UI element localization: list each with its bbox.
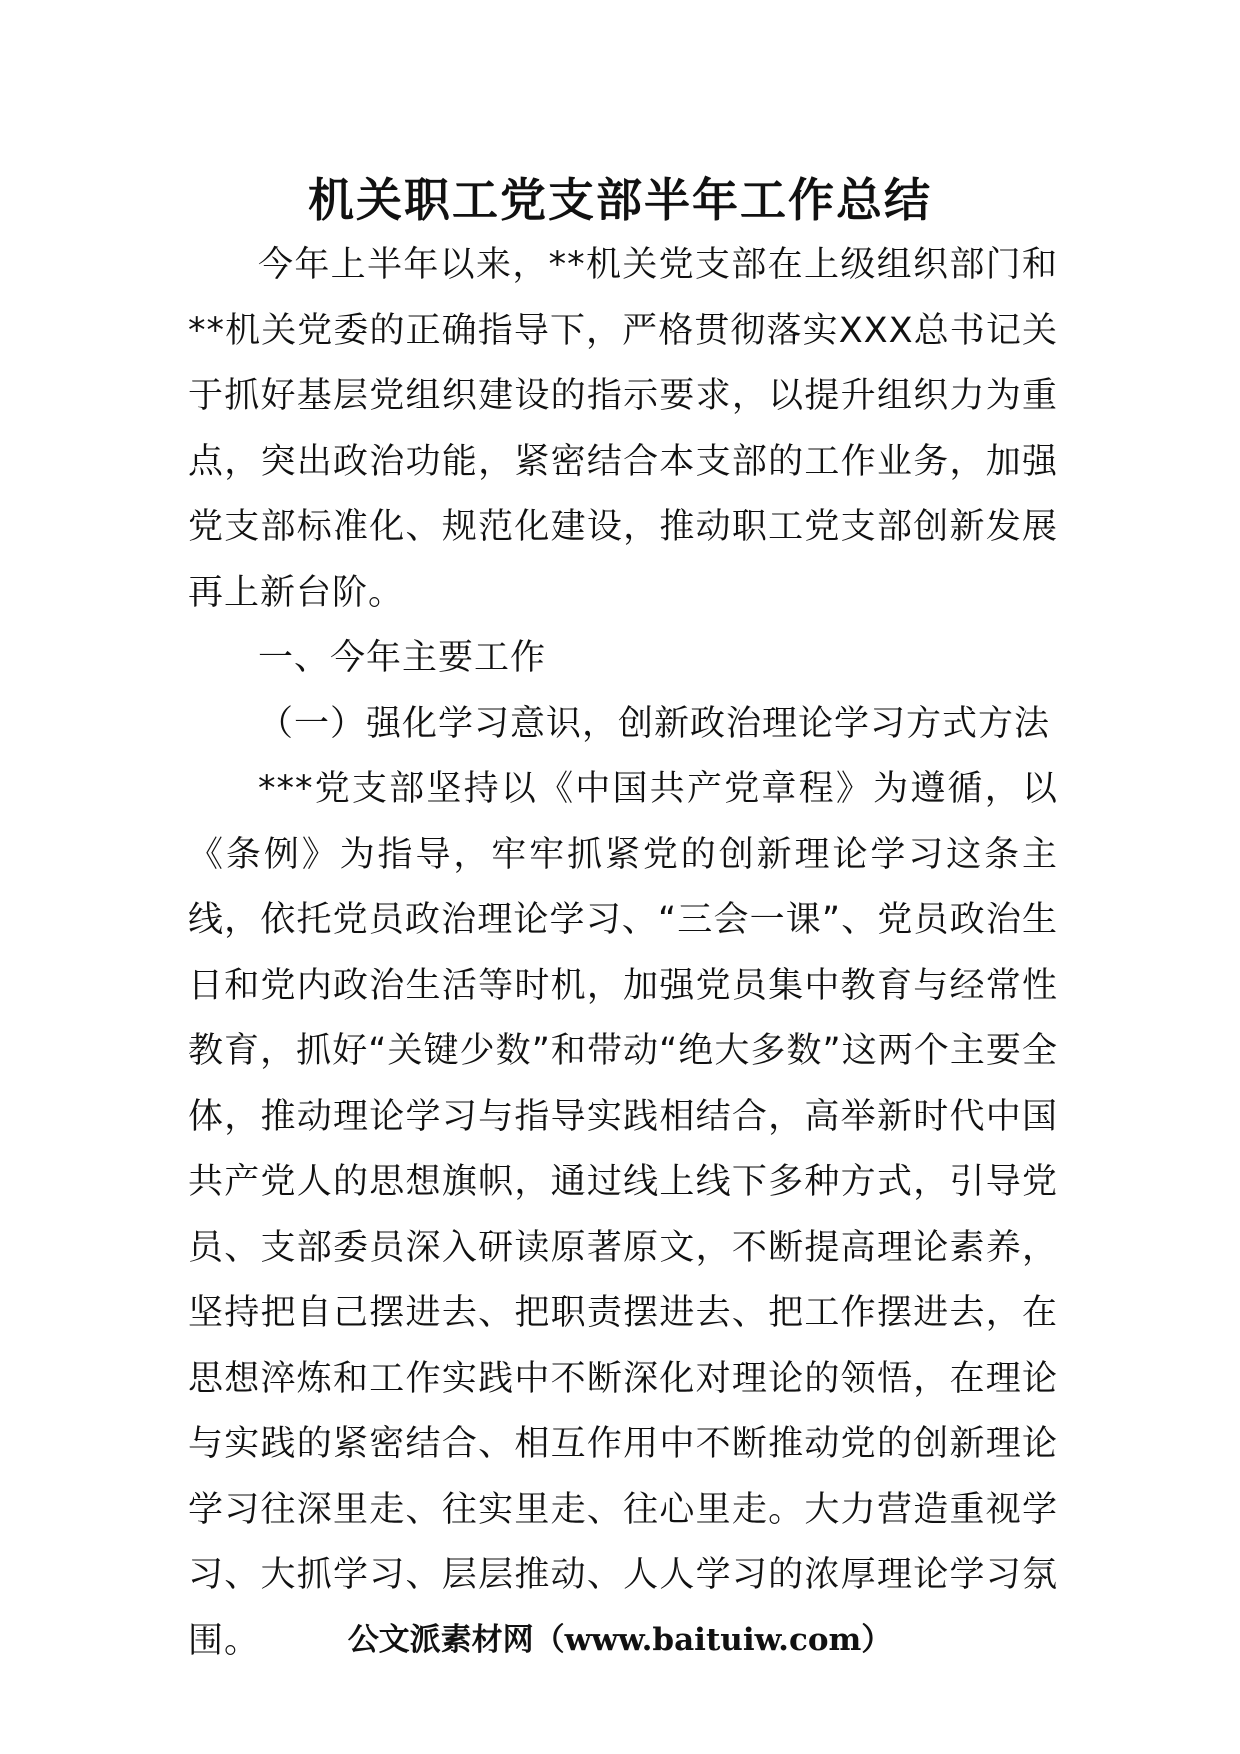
body-paragraph: ***党支部坚持以《中国共产党章程》为遵循，以《条例》为指导，牢牢抓紧党的创新理论学习这条主线，依托党员政治理论学习、“三会一课”、党员政治生日和党内政治生活等时机，加强党员集中教育与经常性教育，抓好“关键少数”和带动“绝大多数”这两个主要全体，推动理论学习与指导实践相结合，高举新时代中国共产党人的思想旗帜，通过线上线下多种方式，引导党员、支部委员深入研读原著原文，不断提高理论素养，坚持把自己摆进去、把职责摆进去、把工作摆进去，在思想淬炼和工作实践中不断深化对理论的领悟，在理论与实践的紧密结合、相互作用中不断推动党的创新理论学习往深里走、往实里走、往心里走。大力营造重视学习、大抓学习、层层推动、人人学习的浓厚理论学习氛围。 xyxy=(188,769,1058,1661)
footer-watermark: 公文派素材网（www.baituiw.com） xyxy=(347,1622,893,1658)
subsection-heading: （一）强化学习意识，创新政治理论学习方式方法 xyxy=(258,703,1051,744)
intro-paragraph: 今年上半年以来，**机关党支部在上级组织部门和**机关党委的正确指导下，严格贯彻落实XXX总书记关于抓好基层党组织建设的指示要求，以提升组织力为重点，突出政治功能，紧密结合本支部的工作业务，加强党支部标准化、规范化建设，推动职工党支部创新发展再上新台阶。 xyxy=(188,245,1058,613)
document-title: 机关职工党支部半年工作总结 xyxy=(308,173,932,227)
document-body xyxy=(188,233,1058,1674)
section-heading: 一、今年主要工作 xyxy=(258,638,547,678)
